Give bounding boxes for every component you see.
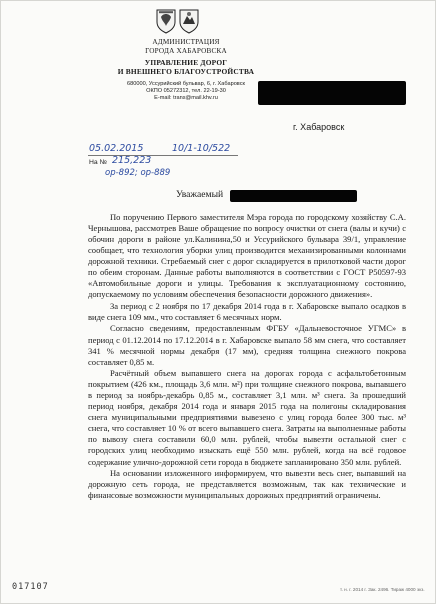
letterhead-email: E-mail: trans@mail.khv.ru	[154, 95, 218, 101]
date-underline	[88, 155, 238, 156]
department-line-2: И ВНЕШНЕГО БЛАГОУСТРОЙСТВА	[117, 67, 255, 76]
letterhead-address: 680000, Уссурийский бульвар, 6, г. Хабаровск	[127, 81, 245, 87]
body-paragraph: Согласно сведениям, предоставленным ФГБУ «Дальневосточное УГМС» в период с 01.12.2014 по 17.12.2014 в г. Хабаровске выпало 58 мм снега, что составляет 341 % месячной нормы декабря (17 мм), средняя толщина снежного покрова составляет 0,85 м.	[88, 323, 406, 367]
date-handwritten: 05.02.2015	[89, 143, 144, 154]
body-paragraph: По поручению Первого заместителя Мэра города по городскому хозяйству С.А. Чернышова, рассмотрев Ваше обращение по вопросу очистки от снега (валы и кучи) с обочин дороги в районе ул.Калинина,50 и Уссурийского бульвара 39/1, управление сообщает, что технология уборки улиц производится механизированными колоннами дорожной техники. Стребаемый снег с дорог складируется в прилотковой части дорог по обеим сторонам. Данные работы выполняются в соответствии с ГОСТ Р50597-93 «Автомобильные дороги и улицы. Требования к эксплуатационному состоянию, допускаемому по условиям обеспечения безопасности дорожного движения».	[88, 212, 406, 300]
redacted-recipient-block	[258, 81, 406, 105]
body-paragraph: За период с 2 ноября по 17 декабря 2014 года в г. Хабаровске выпало осадков в виде снега 109 мм., что составляет 6 месячных норм.	[88, 300, 406, 322]
department-line-1: УПРАВЛЕНИЕ ДОРОГ	[144, 58, 228, 67]
body-paragraph: На основании изложенного информируем, что вывезти весь снег, выпавший на дорожную сеть города, не представляется возможным, так как технические и финансовые возможности муниципальных дорожных предприятий ограничены.	[88, 468, 406, 501]
references-handwritten: ор-892; ор-889	[105, 168, 171, 178]
on-number-handwritten: 215,223	[112, 155, 152, 166]
letterhead-line-2: ГОРОДА ХАБАРОВСКА	[145, 47, 227, 55]
letter-body	[88, 212, 406, 501]
body-paragraph: Расчётный объем выпавшего снега на дорогах города с асфальтобетонным покрытием (426 км., площадь 3,6 млн. м²) при толщине снежного покрова, выпавшего в период за ноябрь-декабрь 0,85 м., составляет 3,1 млн. м³ снега. За прошедший период ноября, декабря 2014 года и января 2015 года на полигоны складирования снега муниципальными предприятиями вывезено с улиц города более 300 тыс. м³ снега, что составляет 10 % от всего выпавшего снега. Затраты на выполненные работы по вывозу снега составили 60,0 млн. рублей, чтобы вывезти остальной снег с городских улиц необходимо изыскать ещё 550 млн. рублей, когда на всё годовое содержание улично-дорожной сети города в бюджете запланировано 350 млн. рублей.	[88, 368, 406, 467]
letterhead-line-1: АДМИНИСТРАЦИЯ	[152, 38, 220, 46]
printer-footer: т. н. г. 2014 г. Зак. 2496. Тираж 4000 экз.	[340, 587, 425, 592]
form-serial-number: 017107	[12, 582, 49, 592]
letterhead-codes: ОКПО 05272312, тел. 22-19-30	[146, 88, 226, 94]
registration-number-handwritten: 10/1-10/522	[172, 143, 231, 154]
redacted-recipient-name	[230, 190, 357, 202]
on-number-label: На №	[89, 159, 107, 166]
salutation: Уважаемый	[176, 189, 224, 200]
city-name: г. Хабаровск	[293, 122, 345, 132]
coat-of-arms-emblem	[155, 8, 177, 34]
city-emblem	[178, 8, 200, 34]
